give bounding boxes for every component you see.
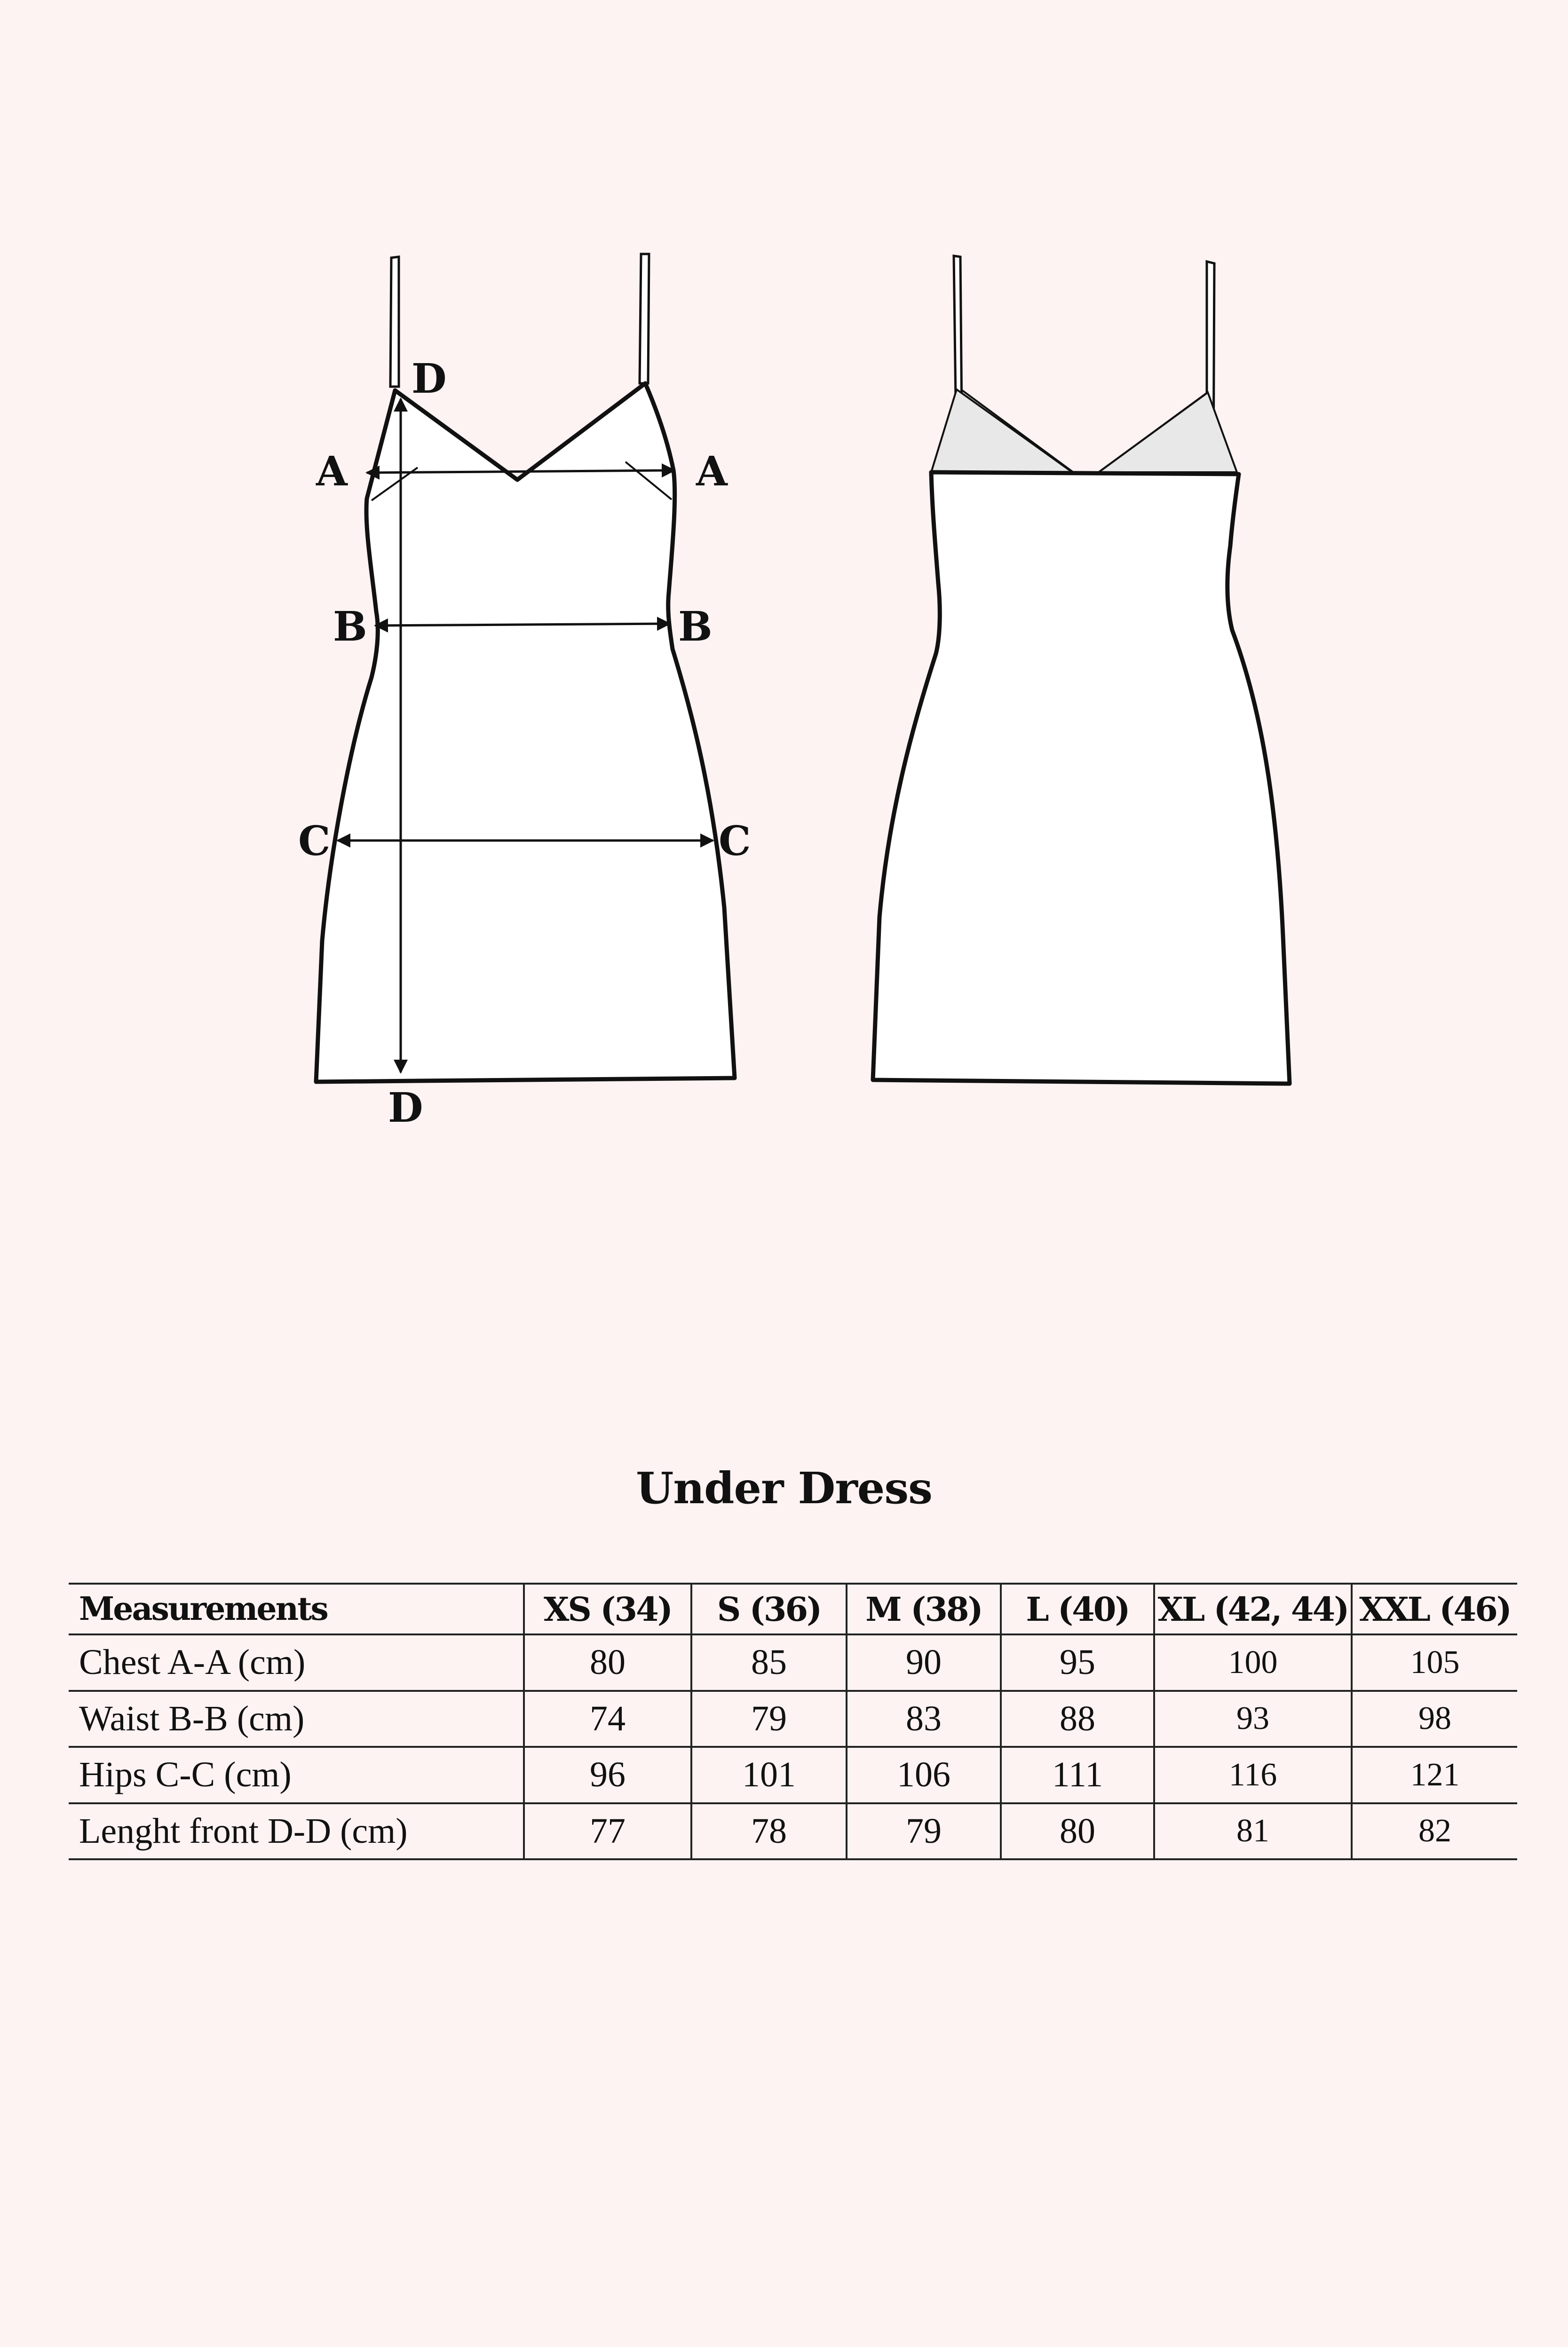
table-cell: 121 xyxy=(1352,1747,1517,1803)
table-cell: 80 xyxy=(524,1634,691,1691)
table-cell: 80 xyxy=(1001,1803,1154,1860)
table-cell: 90 xyxy=(847,1634,1001,1691)
back-dress-body xyxy=(873,472,1290,1084)
size-chart-table xyxy=(69,1583,1517,1860)
table-cell: 96 xyxy=(524,1747,691,1803)
table-cell: 98 xyxy=(1352,1691,1517,1747)
front-dress-body xyxy=(316,383,735,1082)
table-cell: 79 xyxy=(847,1803,1001,1860)
table-cell: 74 xyxy=(524,1691,691,1747)
table-cell: 78 xyxy=(691,1803,847,1860)
table-cell: 111 xyxy=(1001,1747,1154,1803)
table-cell: 77 xyxy=(524,1803,691,1860)
table-cell: 81 xyxy=(1154,1803,1352,1860)
label-b-right: B xyxy=(678,603,713,650)
label-a-right: A xyxy=(696,448,728,495)
table-cell: 106 xyxy=(847,1747,1001,1803)
table-row-hips xyxy=(69,1747,1517,1803)
table-cell: 83 xyxy=(847,1691,1001,1747)
header-size-s: S (36) xyxy=(691,1584,847,1634)
label-b-left: B xyxy=(333,603,367,650)
table-row-waist xyxy=(69,1691,1517,1747)
header-size-xl: XL (42, 44) xyxy=(1154,1584,1352,1634)
table-cell: 88 xyxy=(1001,1691,1154,1747)
back-dress-drawing xyxy=(873,256,1290,1084)
table-cell: 93 xyxy=(1154,1691,1352,1747)
row-label: Chest A-A (cm) xyxy=(69,1634,524,1691)
table-cell: 95 xyxy=(1001,1634,1154,1691)
front-right-strap xyxy=(640,254,649,383)
label-c-right: C xyxy=(719,817,751,865)
back-lining xyxy=(931,389,1072,472)
table-header-row xyxy=(69,1584,1517,1634)
header-measurements: Measurements xyxy=(69,1584,524,1634)
table-row-length xyxy=(69,1803,1517,1860)
label-a-left: A xyxy=(316,448,348,495)
row-label: Waist B-B (cm) xyxy=(69,1691,524,1747)
table-cell: 85 xyxy=(691,1634,847,1691)
label-d-bottom: D xyxy=(388,1084,423,1132)
label-d-top: D xyxy=(412,355,447,403)
table-cell: 105 xyxy=(1352,1634,1517,1691)
header-size-xxl: XXL (46) xyxy=(1352,1584,1517,1634)
back-lining-right xyxy=(1099,392,1237,472)
table-cell: 82 xyxy=(1352,1803,1517,1860)
row-label: Lenght front D-D (cm) xyxy=(69,1803,524,1860)
table-cell: 101 xyxy=(691,1747,847,1803)
front-left-strap xyxy=(390,257,399,387)
label-c-left: C xyxy=(298,817,331,865)
header-size-xs: XS (34) xyxy=(524,1584,691,1634)
table-cell: 79 xyxy=(691,1691,847,1747)
size-chart-title: Under Dress xyxy=(636,1463,932,1514)
header-size-m: M (38) xyxy=(847,1584,1001,1634)
table-row-chest xyxy=(69,1634,1517,1691)
table-cell: 100 xyxy=(1154,1634,1352,1691)
row-label: Hips C-C (cm) xyxy=(69,1747,524,1803)
table-cell: 116 xyxy=(1154,1747,1352,1803)
front-dress-drawing xyxy=(298,254,751,1132)
header-size-l: L (40) xyxy=(1001,1584,1154,1634)
